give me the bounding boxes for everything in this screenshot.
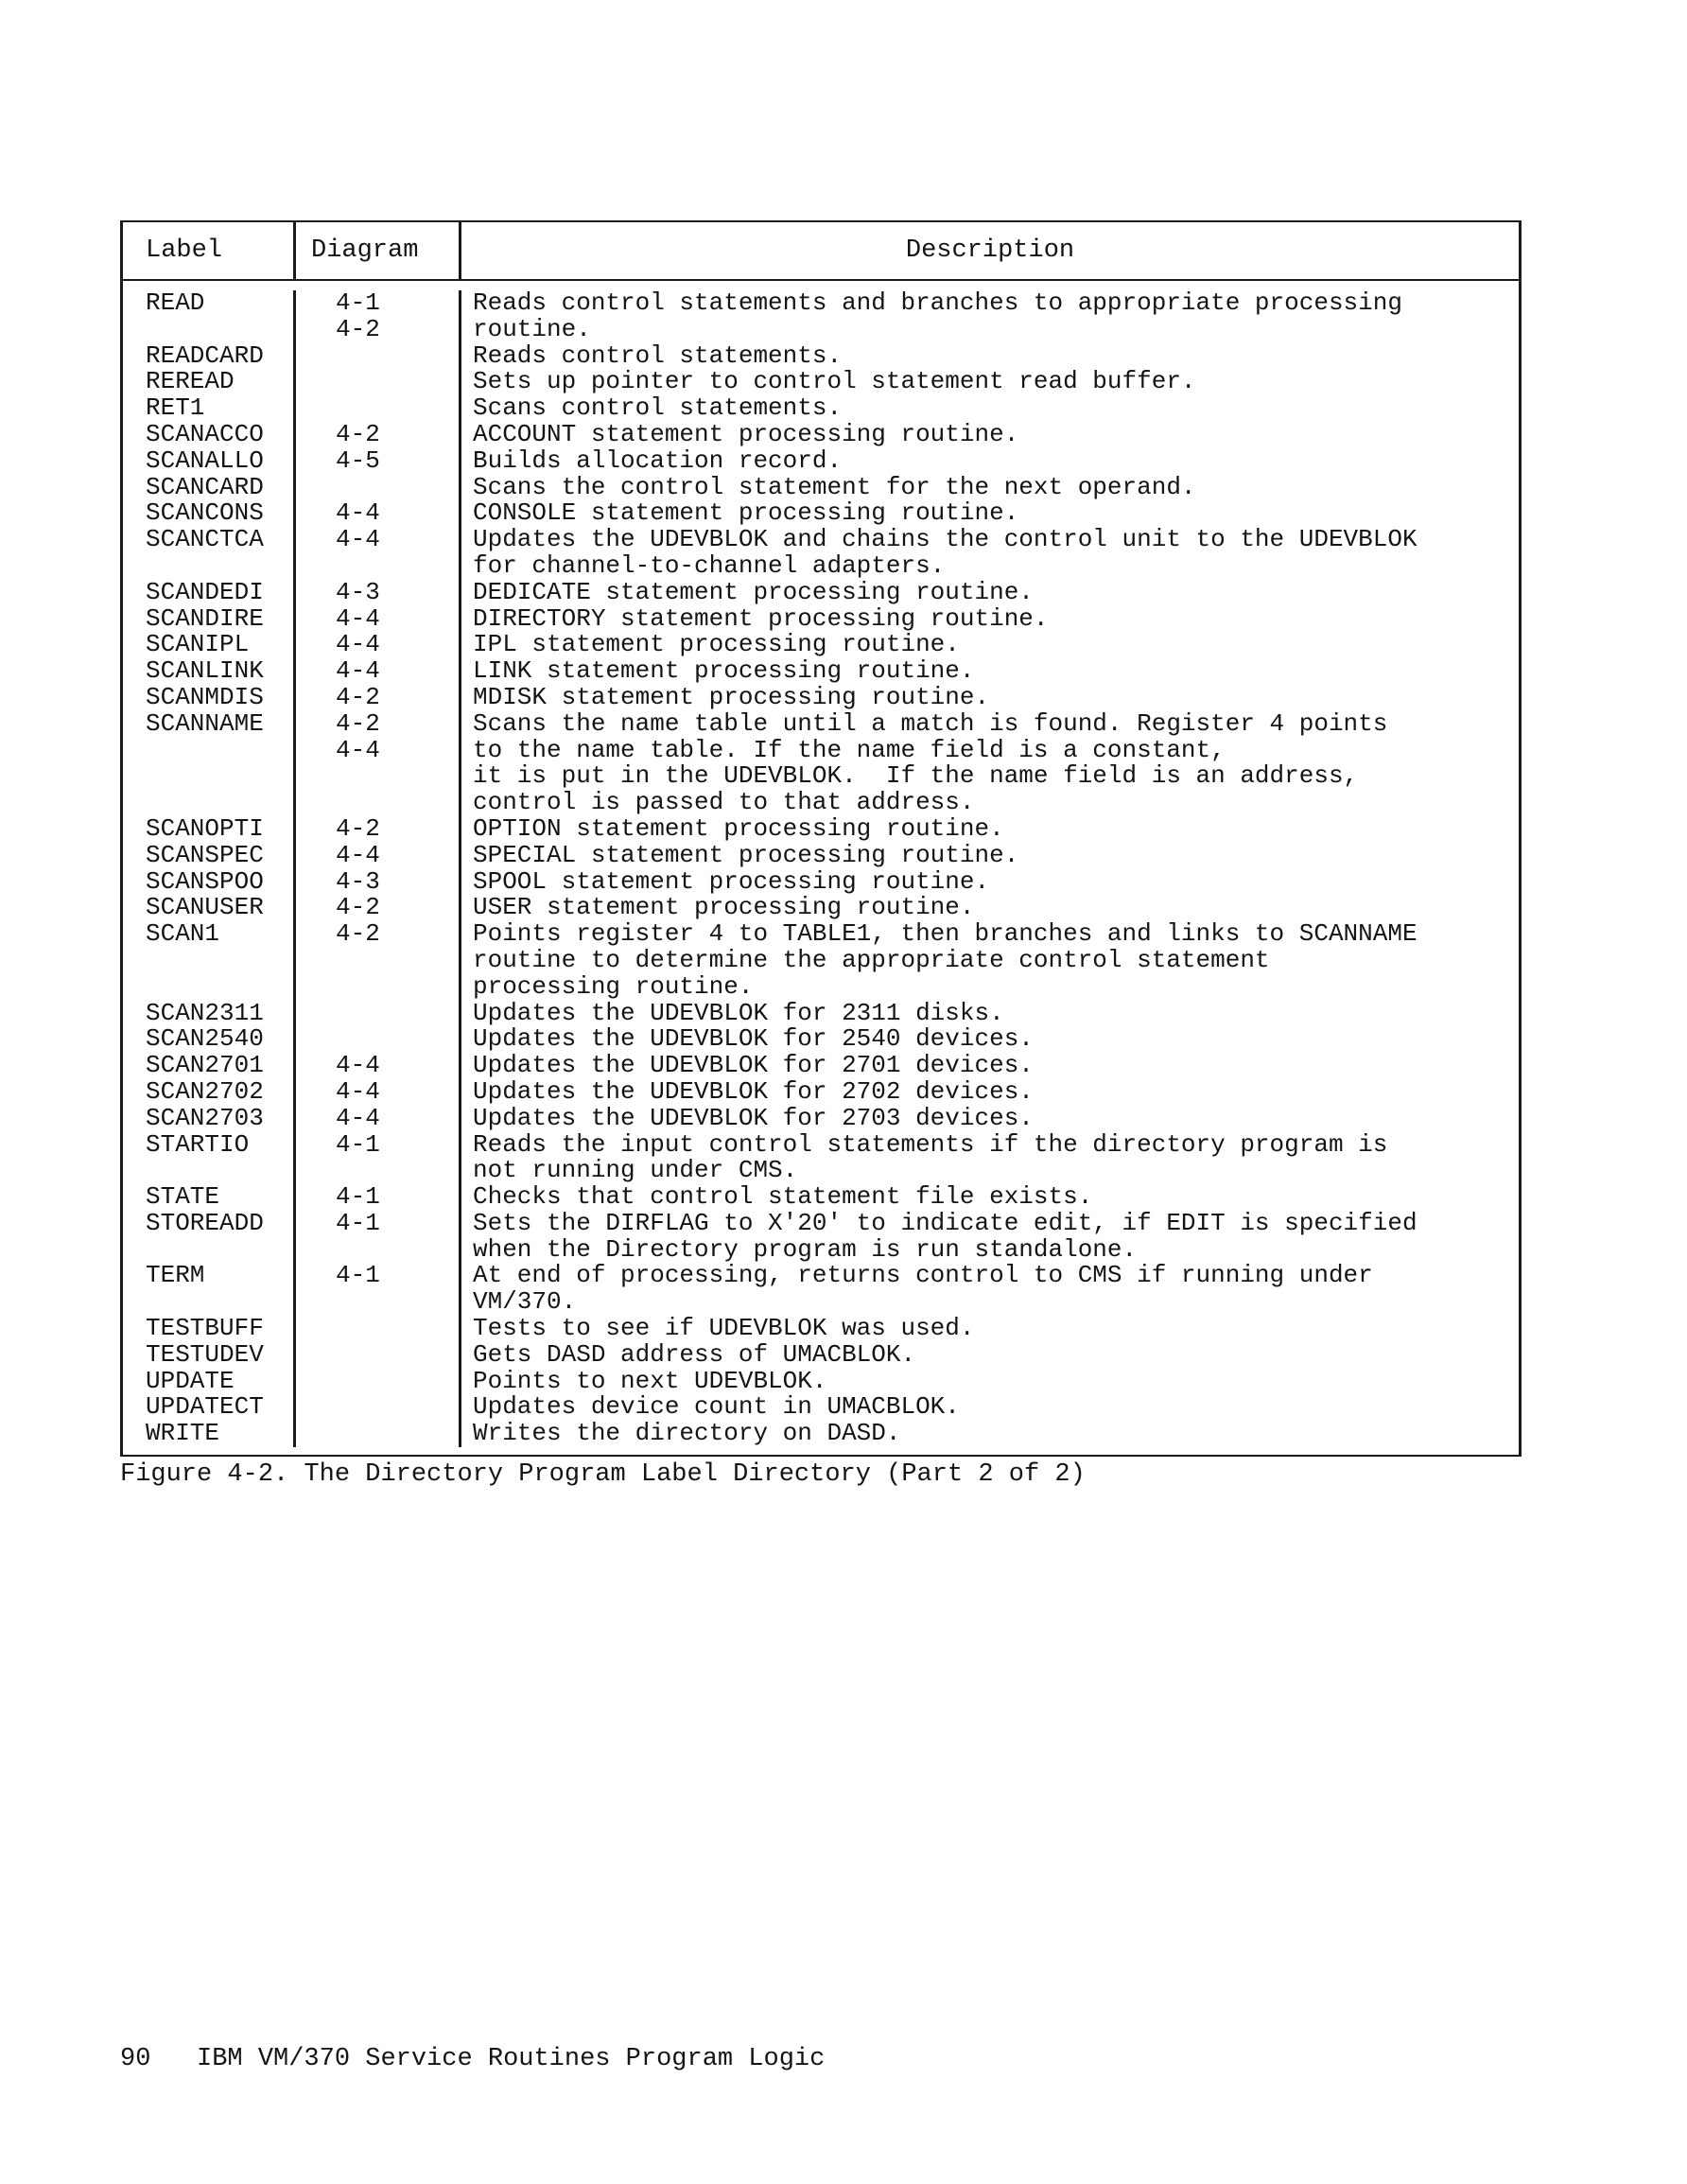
row-description: Gets DASD address of UMACBLOK.: [459, 1342, 1519, 1369]
table-row: [123, 816, 1519, 843]
table-row: [123, 1026, 1519, 1053]
label-directory-table: [120, 220, 1522, 1457]
table-row: [123, 422, 1519, 448]
row-description: Updates the UDEVBLOK for 2703 devices.: [459, 1106, 1519, 1132]
row-description: Updates the UDEVBLOK for 2311 disks.: [459, 1001, 1519, 1027]
table-header-row: [123, 222, 1519, 281]
row-diagram: [293, 1342, 459, 1369]
row-label: SCANOPTI: [146, 815, 264, 843]
row-diagram: 4-4: [293, 658, 459, 685]
row-label: [123, 738, 293, 764]
table-row: [123, 1342, 1519, 1369]
table-row: [123, 448, 1519, 475]
row-description: Reads the input control statements if the directory program is: [459, 1132, 1519, 1159]
row-description: Sets the DIRFLAG to X'20' to indicate edit, if EDIT is specified: [459, 1211, 1519, 1237]
table-row: [123, 843, 1519, 869]
table-row: [123, 1158, 1519, 1184]
row-diagram: 4-2: [293, 685, 459, 711]
row-diagram: 4-3: [293, 580, 459, 606]
row-diagram: 4-2: [293, 895, 459, 921]
table-row: [123, 685, 1519, 711]
row-label: SCANMDIS: [146, 684, 264, 711]
table-row: [123, 1316, 1519, 1342]
row-label: UPDATE: [146, 1368, 235, 1395]
row-label: SCANCONS: [146, 500, 264, 528]
row-diagram: [293, 1001, 459, 1027]
table-row: [123, 1263, 1519, 1289]
row-diagram: 4-2: [293, 816, 459, 843]
row-label: [123, 1237, 293, 1264]
table-row: [123, 763, 1519, 790]
row-label: [123, 553, 293, 580]
table-row: [123, 1421, 1519, 1447]
row-description: DIRECTORY statement processing routine.: [459, 606, 1519, 633]
row-label: [123, 974, 293, 1001]
table-row: [123, 1184, 1519, 1211]
row-diagram: [293, 1394, 459, 1421]
row-description: MDISK statement processing routine.: [459, 685, 1519, 711]
table-row: [123, 475, 1519, 501]
row-label: SCANSPOO: [146, 868, 264, 896]
row-diagram: 4-2: [293, 921, 459, 948]
row-diagram: 4-2: [293, 317, 459, 343]
row-label: READ: [146, 290, 205, 317]
row-diagram: [293, 1237, 459, 1264]
row-label: SCANIPL: [146, 632, 250, 659]
table-row: [123, 948, 1519, 974]
row-diagram: [293, 1026, 459, 1053]
row-label: STATE: [146, 1184, 220, 1211]
row-diagram: 4-4: [293, 500, 459, 527]
table-row: [123, 921, 1519, 948]
row-description: Scans the control statement for the next operand.: [459, 475, 1519, 501]
row-description: DEDICATE statement processing routine.: [459, 580, 1519, 606]
page-footer: 90 IBM VM/370 Service Routines Program Logic: [120, 2045, 826, 2073]
table-row: [123, 606, 1519, 633]
row-diagram: [293, 475, 459, 501]
row-label: SCANNAME: [146, 710, 264, 738]
table-row: [123, 1369, 1519, 1395]
table-row: [123, 290, 1519, 317]
row-label: SCAN2702: [146, 1078, 264, 1106]
row-description: it is put in the UDEVBLOK. If the name field is an address,: [459, 763, 1519, 790]
row-label: SCANLINK: [146, 658, 264, 685]
row-diagram: 4-4: [293, 738, 459, 764]
row-diagram: 4-1: [293, 1184, 459, 1211]
row-description: Tests to see if UDEVBLOK was used.: [459, 1316, 1519, 1342]
table-row: [123, 1079, 1519, 1106]
row-description: routine.: [459, 317, 1519, 343]
row-description: SPOOL statement processing routine.: [459, 869, 1519, 896]
row-description: processing routine.: [459, 974, 1519, 1001]
row-description: At end of processing, returns control to CMS if running under: [459, 1263, 1519, 1289]
row-label: [123, 948, 293, 974]
row-label: STOREADD: [146, 1210, 264, 1237]
row-diagram: 4-1: [293, 1211, 459, 1237]
row-description: Updates device count in UMACBLOK.: [459, 1394, 1519, 1421]
row-diagram: [293, 763, 459, 790]
row-description: Scans control statements.: [459, 395, 1519, 422]
row-description: Reads control statements and branches to appropriate processing: [459, 290, 1519, 317]
row-description: IPL statement processing routine.: [459, 632, 1519, 658]
row-diagram: [293, 790, 459, 816]
table-row: [123, 1289, 1519, 1316]
row-diagram: 4-1: [293, 1132, 459, 1159]
row-diagram: 4-1: [293, 1263, 459, 1289]
row-diagram: [293, 1158, 459, 1184]
row-diagram: 4-4: [293, 606, 459, 633]
row-label: SCANDEDI: [146, 579, 264, 606]
table-row: [123, 738, 1519, 764]
row-diagram: 4-4: [293, 1053, 459, 1079]
row-diagram: [293, 343, 459, 370]
row-label: SCAN2311: [146, 1000, 264, 1027]
table-row: [123, 369, 1519, 395]
table-row: [123, 317, 1519, 343]
table-row: [123, 790, 1519, 816]
row-description: Updates the UDEVBLOK and chains the control unit to the UDEVBLOK: [459, 527, 1519, 553]
row-description: Updates the UDEVBLOK for 2540 devices.: [459, 1026, 1519, 1053]
table-body: [123, 290, 1519, 1455]
row-label: WRITE: [146, 1421, 220, 1448]
row-description: CONSOLE statement processing routine.: [459, 500, 1519, 527]
row-label: SCAN2701: [146, 1053, 264, 1079]
row-description: Updates the UDEVBLOK for 2702 devices.: [459, 1079, 1519, 1106]
table-row: [123, 658, 1519, 685]
row-label: [123, 1158, 293, 1184]
row-description: not running under CMS.: [459, 1158, 1519, 1184]
row-label: SCANCARD: [146, 474, 264, 501]
row-label: [123, 763, 293, 790]
row-diagram: [293, 974, 459, 1001]
row-diagram: [293, 948, 459, 974]
row-label: [123, 790, 293, 816]
table-row: [123, 1132, 1519, 1159]
row-label: READCARD: [146, 342, 264, 370]
table-row: [123, 1001, 1519, 1027]
row-description: Builds allocation record.: [459, 448, 1519, 475]
row-diagram: [293, 1289, 459, 1316]
figure-caption: Figure 4-2. The Directory Program Label Directory (Part 2 of 2): [120, 1460, 1086, 1489]
row-diagram: 4-4: [293, 1079, 459, 1106]
table-row: [123, 553, 1519, 580]
table-row: [123, 500, 1519, 527]
table-row: [123, 974, 1519, 1001]
row-description: LINK statement processing routine.: [459, 658, 1519, 685]
row-label: TESTBUFF: [146, 1316, 264, 1342]
row-label: RET1: [146, 395, 205, 422]
row-label: SCAN2540: [146, 1026, 264, 1054]
row-diagram: 4-1: [293, 290, 459, 317]
table-row: [123, 711, 1519, 738]
table-row: [123, 632, 1519, 658]
row-diagram: [293, 1421, 459, 1447]
table-row: [123, 895, 1519, 921]
row-label: UPDATECT: [146, 1394, 264, 1422]
row-label: SCAN1: [146, 921, 220, 948]
row-diagram: 4-4: [293, 1106, 459, 1132]
row-label: [123, 1289, 293, 1316]
row-diagram: 4-4: [293, 527, 459, 553]
row-diagram: [293, 395, 459, 422]
row-description: USER statement processing routine.: [459, 895, 1519, 921]
header-diagram: Diagram: [293, 222, 459, 279]
row-diagram: 4-4: [293, 632, 459, 658]
row-description: VM/370.: [459, 1289, 1519, 1316]
row-label: SCANACCO: [146, 421, 264, 448]
table-row: [123, 580, 1519, 606]
header-label: Label: [146, 236, 223, 265]
row-label: SCAN2703: [146, 1105, 264, 1132]
row-description: for channel-to-channel adapters.: [459, 553, 1519, 580]
row-diagram: [293, 1316, 459, 1342]
row-diagram: 4-4: [293, 843, 459, 869]
row-description: Points register 4 to TABLE1, then branches and links to SCANNAME: [459, 921, 1519, 948]
table-row: [123, 1211, 1519, 1237]
row-description: ACCOUNT statement processing routine.: [459, 422, 1519, 448]
table-row: [123, 869, 1519, 896]
row-description: to the name table. If the name field is a constant,: [459, 738, 1519, 764]
row-label: TESTUDEV: [146, 1341, 264, 1369]
table-row: [123, 1053, 1519, 1079]
row-description: Points to next UDEVBLOK.: [459, 1369, 1519, 1395]
row-description: OPTION statement processing routine.: [459, 816, 1519, 843]
row-diagram: 4-5: [293, 448, 459, 475]
row-description: Writes the directory on DASD.: [459, 1421, 1519, 1447]
row-description: Scans the name table until a match is found. Register 4 points: [459, 711, 1519, 738]
row-description: Sets up pointer to control statement read buffer.: [459, 369, 1519, 395]
table-row: [123, 1237, 1519, 1264]
table-row: [123, 395, 1519, 422]
row-description: Updates the UDEVBLOK for 2701 devices.: [459, 1053, 1519, 1079]
row-label: [123, 317, 293, 343]
header-description: Description: [459, 222, 1519, 279]
row-diagram: [293, 553, 459, 580]
row-label: TERM: [146, 1263, 205, 1290]
row-label: SCANDIRE: [146, 605, 264, 633]
row-description: SPECIAL statement processing routine.: [459, 843, 1519, 869]
table-row: [123, 1394, 1519, 1421]
row-description: when the Directory program is run standalone.: [459, 1237, 1519, 1264]
row-diagram: 4-2: [293, 711, 459, 738]
row-label: REREAD: [146, 369, 235, 396]
row-diagram: [293, 1369, 459, 1395]
row-label: SCANSPEC: [146, 842, 264, 869]
row-description: Reads control statements.: [459, 343, 1519, 370]
row-description: control is passed to that address.: [459, 790, 1519, 816]
row-diagram: 4-2: [293, 422, 459, 448]
row-diagram: 4-3: [293, 869, 459, 896]
row-label: SCANALLO: [146, 447, 264, 475]
row-diagram: [293, 369, 459, 395]
row-label: STARTIO: [146, 1131, 250, 1159]
table-row: [123, 343, 1519, 370]
table-row: [123, 1106, 1519, 1132]
row-label: SCANCTCA: [146, 527, 264, 553]
row-description: Checks that control statement file exists.: [459, 1184, 1519, 1211]
row-description: routine to determine the appropriate control statement: [459, 948, 1519, 974]
table-row: [123, 527, 1519, 553]
row-label: SCANUSER: [146, 895, 264, 922]
